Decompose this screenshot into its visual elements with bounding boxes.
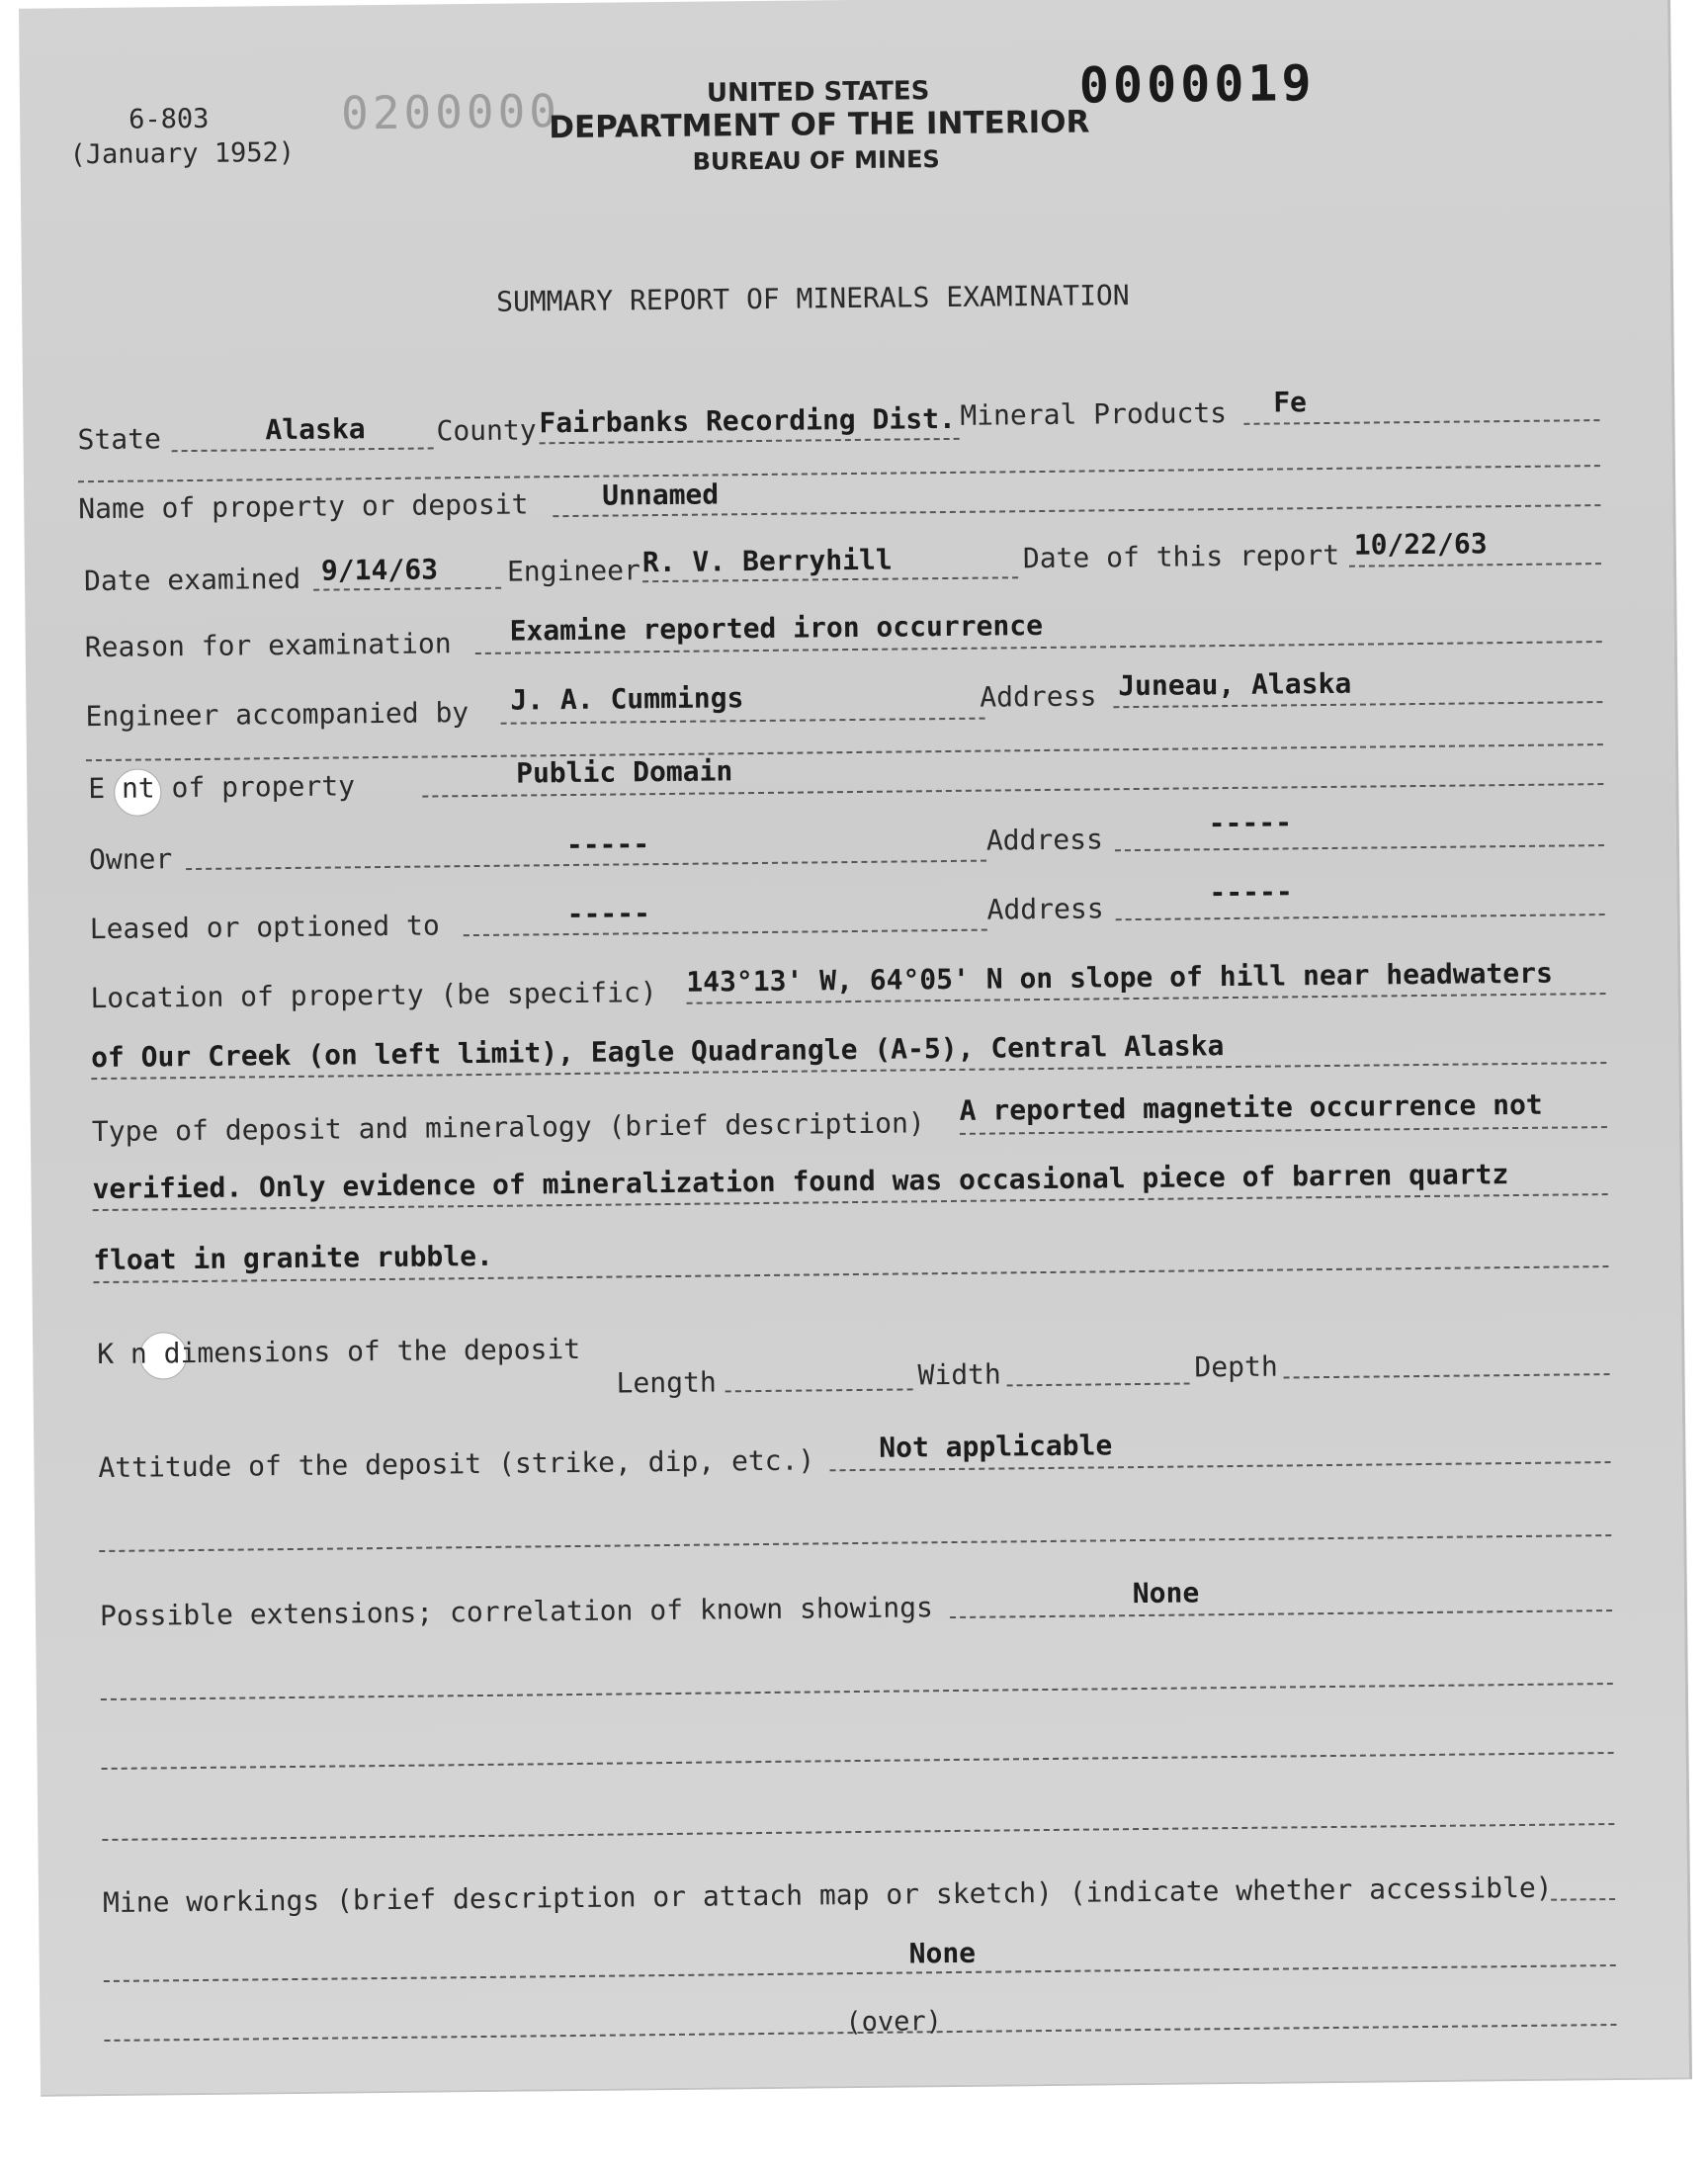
- leased-address-label: Address: [986, 892, 1104, 926]
- property-name-value: Unnamed: [602, 478, 720, 512]
- county-label: County: [436, 413, 537, 448]
- state-label: State: [77, 422, 162, 457]
- bleed-through-text: [58, 47, 74, 77]
- form-date: (January 1952): [69, 136, 296, 171]
- property-name-label: Name of property or deposit: [78, 487, 529, 526]
- extensions-label: Possible extensions; correlation of known showings: [99, 1591, 934, 1633]
- owner-label: Owner: [88, 842, 173, 877]
- reason-label: Reason for examination: [84, 627, 452, 664]
- form-number: 6-803: [128, 103, 210, 135]
- deposit-type-value-line3: float in granite rubble.: [93, 1239, 493, 1277]
- extensions-value: None: [1132, 1576, 1200, 1610]
- mineral-products-value: Fe: [1273, 386, 1308, 419]
- state-value: Alaska: [265, 412, 366, 447]
- location-value-line2: of Our Creek (on left limit), Eagle Quadrangle (A-5), Central Alaska: [90, 1029, 1225, 1075]
- accompanied-label: Engineer accompanied by: [85, 696, 470, 734]
- accompanied-address-label: Address: [980, 679, 1097, 714]
- extent-value: Public Domain: [515, 754, 733, 790]
- length-label: Length: [616, 1365, 717, 1400]
- date-examined-label: Date examined: [83, 562, 301, 598]
- reason-value: Examine reported iron occurrence: [509, 608, 1044, 648]
- location-value-line1: 143°13' W, 64°05' N on slope of hill near headwaters: [686, 956, 1554, 999]
- width-label: Width: [917, 1357, 1001, 1392]
- dimensions-label: K n dimensions of the deposit: [97, 1332, 581, 1371]
- mineral-products-label: Mineral Products: [960, 396, 1228, 432]
- extent-label: E nt of property: [88, 769, 356, 806]
- depth-label: Depth: [1194, 1349, 1278, 1384]
- workings-value: None: [908, 1936, 977, 1970]
- leased-label: Leased or optioned to: [89, 909, 440, 946]
- deposit-type-label: Type of deposit and mineralogy (brief description): [91, 1106, 925, 1149]
- deposit-type-value-line2: verified. Only evidence of mineralization found was occasional piece of barren quartz: [92, 1158, 1509, 1206]
- accompanied-address-value: Juneau, Alaska: [1118, 666, 1352, 703]
- leased-address-value: -----: [1209, 875, 1293, 910]
- engineer-value: R. V. Berryhill: [641, 543, 893, 579]
- attitude-value: Not applicable: [879, 1429, 1113, 1464]
- serial-stamp: 0000019: [1078, 54, 1316, 115]
- report-date-label: Date of this report: [1022, 538, 1340, 575]
- accompanied-value: J. A. Cummings: [510, 681, 744, 717]
- county-value: Fairbanks Recording Dist.: [539, 401, 956, 440]
- date-examined-value: 9/14/63: [320, 553, 439, 587]
- agency-line-3: BUREAU OF MINES: [692, 145, 940, 176]
- report-date-value: 10/22/63: [1353, 527, 1488, 562]
- attitude-label: Attitude of the deposit (strike, dip, etc.): [98, 1443, 815, 1485]
- over-note: (over): [845, 2006, 943, 2039]
- deposit-type-value-line1: A reported magnetite occurrence not: [959, 1088, 1543, 1127]
- ghost-serial-stamp: 0200000: [340, 84, 561, 140]
- page-title: SUMMARY REPORT OF MINERALS EXAMINATION: [495, 279, 1130, 318]
- workings-label: Mine workings (brief description or attach map or sketch) (indicate whether accessible): [102, 1870, 1553, 1920]
- leased-value: -----: [566, 897, 651, 931]
- location-label: Location of property (be specific): [90, 976, 657, 1015]
- owner-address-label: Address: [985, 823, 1104, 857]
- engineer-label: Engineer: [506, 554, 641, 588]
- agency-line-1: UNITED STATES: [706, 76, 930, 109]
- report-form-page: [19, 0, 1692, 2097]
- owner-address-value: -----: [1208, 806, 1293, 840]
- agency-line-2: DEPARTMENT OF THE INTERIOR: [549, 104, 1090, 146]
- owner-value: -----: [565, 827, 650, 862]
